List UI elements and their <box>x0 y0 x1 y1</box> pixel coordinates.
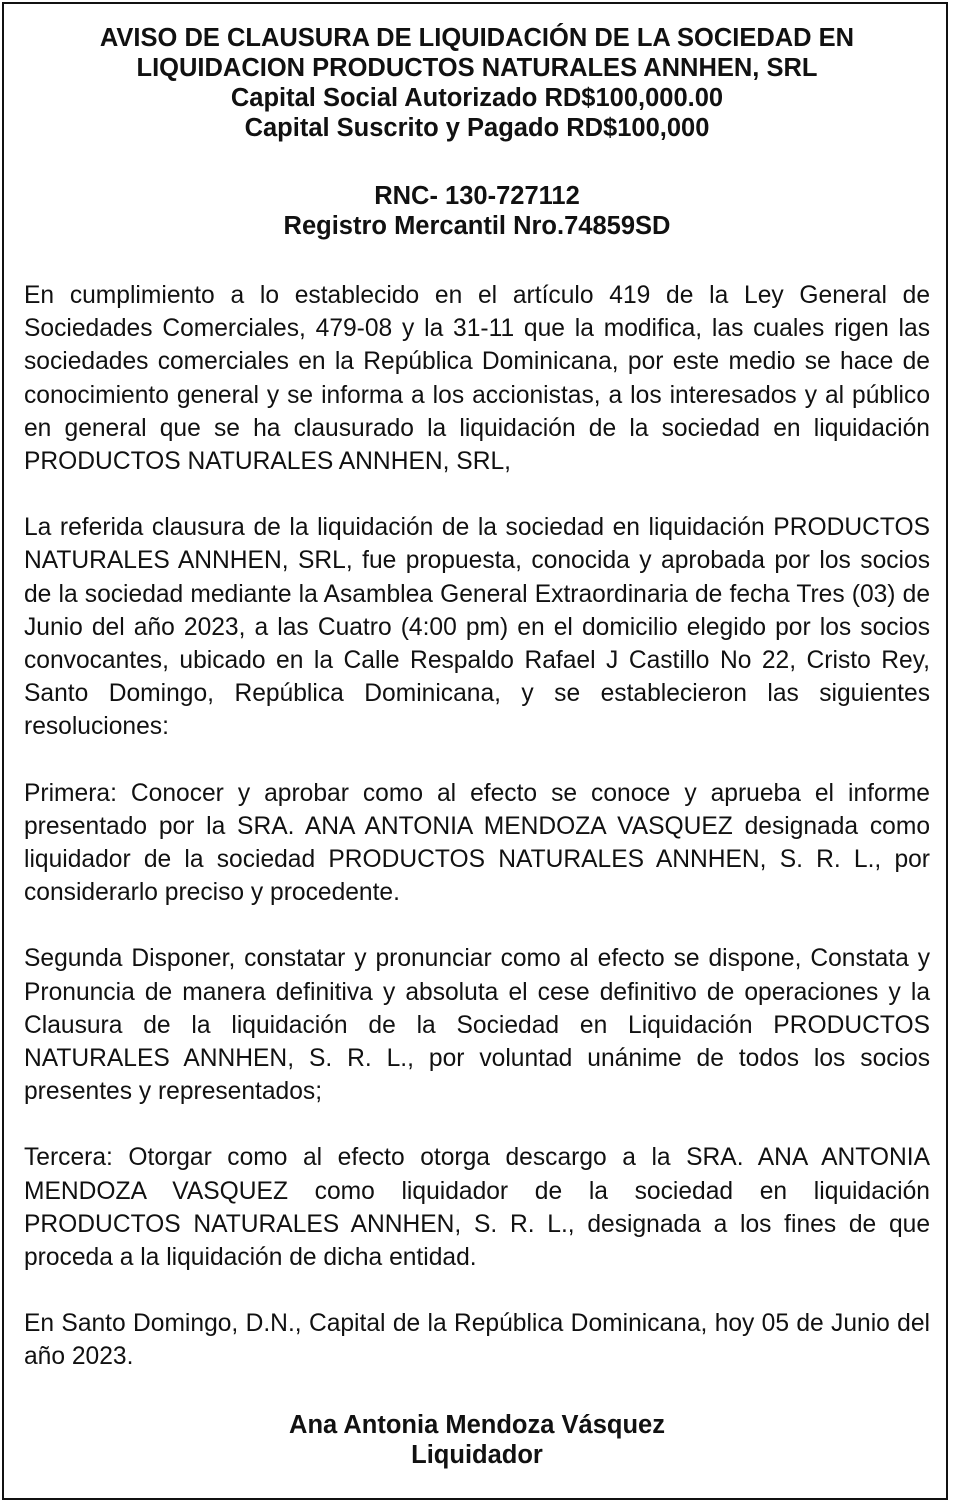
title-line-2: LIQUIDACION PRODUCTOS NATURALES ANNHEN, SRL <box>136 54 818 82</box>
rnc-number: RNC- 130-727112 <box>374 182 580 210</box>
signatory-role: Liquidador <box>411 1440 543 1469</box>
paragraph-primera: Primera: Conocer y aprobar como al efecto se conoce y aprueba el informe presentado por la SRA. ANA ANTONIA MENDOZA VASQUEZ designada como liquidador de la sociedad PRODUCTOS NATURALES ANNHEN, S. R. L., por considerarlo preciso y procedente. <box>24 779 930 907</box>
paragraph-referida: La referida clausura de la liquidación de la sociedad en liquidación PRODUCTOS NATURALES ANNHEN, SRL, fue propuesta, conocida y aprobada por los socios de la sociedad mediante la Asamblea General Extraordinaria de fecha Tres (03) de Junio del año 2023, a las Cuatro (4:00 pm) en el domicilio elegido por los socios convocantes, ubicado en la Calle Respaldo Rafael J Castillo No 22, Cristo Rey, Santo Domingo, República Dominicana, y se establecieron las siguientes resoluciones: <box>24 514 930 741</box>
paragraph-segunda: Segunda Disponer, constatar y pronunciar como al efecto se dispone, Constata y Pronuncia de manera definitiva y absoluta el cese definitivo de operaciones y la Clausura de la liquidación de la Sociedad en Liquidación PRODUCTOS NATURALES ANNHEN, S. R. L., por voluntad unánime de todos los socios presentes y representados; <box>24 945 930 1106</box>
paragraph-closing: En Santo Domingo, D.N., Capital de la República Dominicana, hoy 05 de Junio del año 2023. <box>24 1310 930 1371</box>
notice-title <box>24 23 930 143</box>
company-identifiers <box>24 181 930 241</box>
notice-border <box>2 2 948 1500</box>
notice-content <box>24 23 930 1470</box>
title-line-1: AVISO DE CLAUSURA DE LIQUIDACIÓN DE LA SOCIEDAD EN <box>99 24 855 52</box>
paragraph-tercera: Tercera: Otorgar como al efecto otorga descargo a la SRA. ANA ANTONIA MENDOZA VASQUEZ como liquidador de la sociedad en liquidación PRODUCTOS NATURALES ANNHEN, S. R. L., designada a los fines de que proceda a la liquidación de dicha entidad. <box>24 1144 930 1272</box>
signatory-name: Ana Antonia Mendoza Vásquez <box>289 1410 665 1439</box>
capital-suscrito: Capital Suscrito y Pagado RD$100,000 <box>244 114 710 142</box>
registro-mercantil: Registro Mercantil Nro.74859SD <box>283 212 671 240</box>
capital-autorizado: Capital Social Autorizado RD$100,000.00 <box>230 84 724 112</box>
paragraph-intro: En cumplimiento a lo establecido en el artículo 419 de la Ley General de Sociedades Comerciales, 479-08 y la 31-11 que la modifica, las cuales rigen las sociedades comerciales en la República Dominicana, por este medio se hace de conocimiento general y se informa a los accionistas, a los interesados y al público en general que se ha clausurado la liquidación de la sociedad en liquidación PRODUCTOS NATURALES ANNHEN, SRL, <box>24 282 930 476</box>
signature-block <box>24 1410 930 1470</box>
